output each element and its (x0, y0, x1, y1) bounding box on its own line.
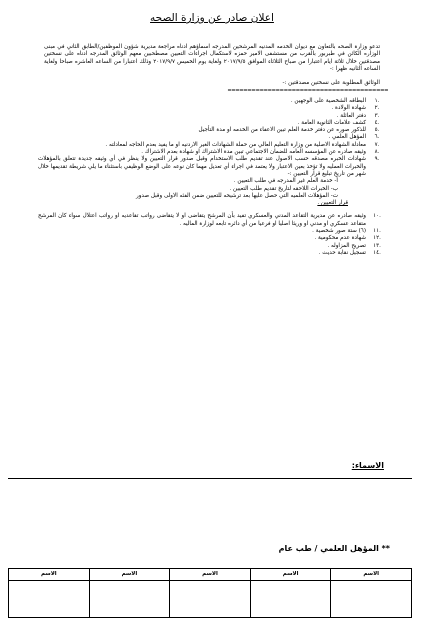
table-header-cell: الاسم (9, 569, 89, 581)
documents-list (38, 98, 388, 257)
separator-line: ======================================== (227, 88, 388, 94)
list-item: .٨ وثيقه صادره عن المؤسسه العامه للضمان الاجتماعي تبين مدة الاشتراك او شهادة بعدم الاشتراك . (141, 149, 380, 156)
names-table (8, 568, 412, 618)
list-item: .٧ معادلة الشهادة الاصلية من وزارة التعليم العالي من حملة الشهادات الغير الاردنيه او ما يفيد بعدم الحاجه لمعادلته . (105, 141, 380, 148)
divider (8, 478, 412, 479)
table-column (9, 569, 89, 617)
table-column (250, 569, 331, 617)
table-column (89, 569, 170, 617)
names-heading: الاسماء: (351, 461, 384, 470)
list-item: .٦ المؤهل العلمي . (328, 134, 380, 141)
list-item: .١٢ شهادة عدم محكومية . (314, 235, 381, 242)
list-item: .٤ كشف علامات الثانوية العامة . (297, 119, 380, 126)
table-column (330, 569, 411, 617)
list-item: .٣ دفتر العائلة . (336, 112, 380, 119)
list-item: .٢ شهادة الولادة . (331, 105, 380, 112)
sub-item: ت- المؤهلات العلميه التي حصل عليها بعد ترشيحه للتعيين ضمن الفئه الاولى وقبل صدور (136, 192, 338, 199)
qualification-heading: ** المؤهل العلمي / طب عام (278, 544, 390, 553)
list-item: .٩ شهادات الخبره مصدقه حسب الاصول عند تقديم طلب الاستخدام وقبل صدور قرار التعيين ولا ينظر في أي وثيقه جديدة تتعلق بالمؤهلات والخبرات العمليه ولا تؤخذ بعين الاعتبار ولا يعتمد في اجراء أي تعديل مهما كان نوعه على الوضع الوظيفي باستثناء ما يلي شريطة تقديمها خلال شهر من تاريخ تبليغ قرار التعيين :- (38, 156, 380, 177)
page-title: اعلان صادر عن وزارة الصحه (150, 12, 274, 24)
sub-heading: قرار التعيين . (317, 200, 348, 207)
list-item: .١٤ تسجيل نقابة حديث . (318, 249, 381, 256)
table-header-cell: الاسم (331, 569, 411, 581)
intro-paragraph: تدعو وزارة الصحه بالتعاون مع ديوان الخدمه المدنيه المرشحين المدرجه اسماؤهم ادناه مراجعة مديرية شؤون الموظفين/الطابق الثاني في مبنى الوزاره الكائن في طبربور بالقرب من مستشفى الامير حمزه لاستكمال اجراءات التعيين مصطحبين معهم الوثائق المدرجه ادناه على نسختين مصدقتين خلال ثلاثة ايام اعتبارا من صباح الثلاثاء الموافق ٢٠١٧/٩/٥ ولغاية يوم الخميس ٢٠١٧/٩/٧ وذلك اعتبارا من الساعه العاشره صباحا ولغاية الساعه الثانيه ظهرا :- (44, 44, 380, 72)
list-item: .٥ للذكور صوره عن دفتر خدمة العلم تبين الاعفاء من الخدمه او مدة التأجيل (198, 127, 380, 134)
list-item: .١٠ وثيقه صادره عن مديرية التقاعد المدني والعسكري تفيد بأن المرشح يتقاضى او لا يتقاضى رواتب تقاعديه او رواتب اعتلال سواء كان المرشح متقاعد عسكري او مدني او وريثا اصليا او فرعيا من أي دائره تابعه لوزارة الماليه . (38, 213, 381, 227)
table-header-cell: الاسم (251, 569, 331, 581)
list-item: .١٣ تصريح المزاوله . (327, 242, 381, 249)
sub-item: ب- الخبرات اللاحقه لتاريخ تقديم طلب التعيين . (229, 185, 338, 192)
table-header-cell: الاسم (170, 569, 250, 581)
table-header-cell: الاسم (90, 569, 170, 581)
sub-item: أ- خدمة العلم غير المدرجه في طلب التعيين . (233, 178, 338, 185)
list-item: .١١ (٦) ستة صور شخصية . (312, 228, 381, 235)
table-column (169, 569, 250, 617)
list-item: .١ البطاقه الشخصية على الوجهين . (290, 98, 380, 104)
required-documents-heading: الوثائق المطلوبة على نسختين مصدقتين :- (282, 80, 380, 86)
